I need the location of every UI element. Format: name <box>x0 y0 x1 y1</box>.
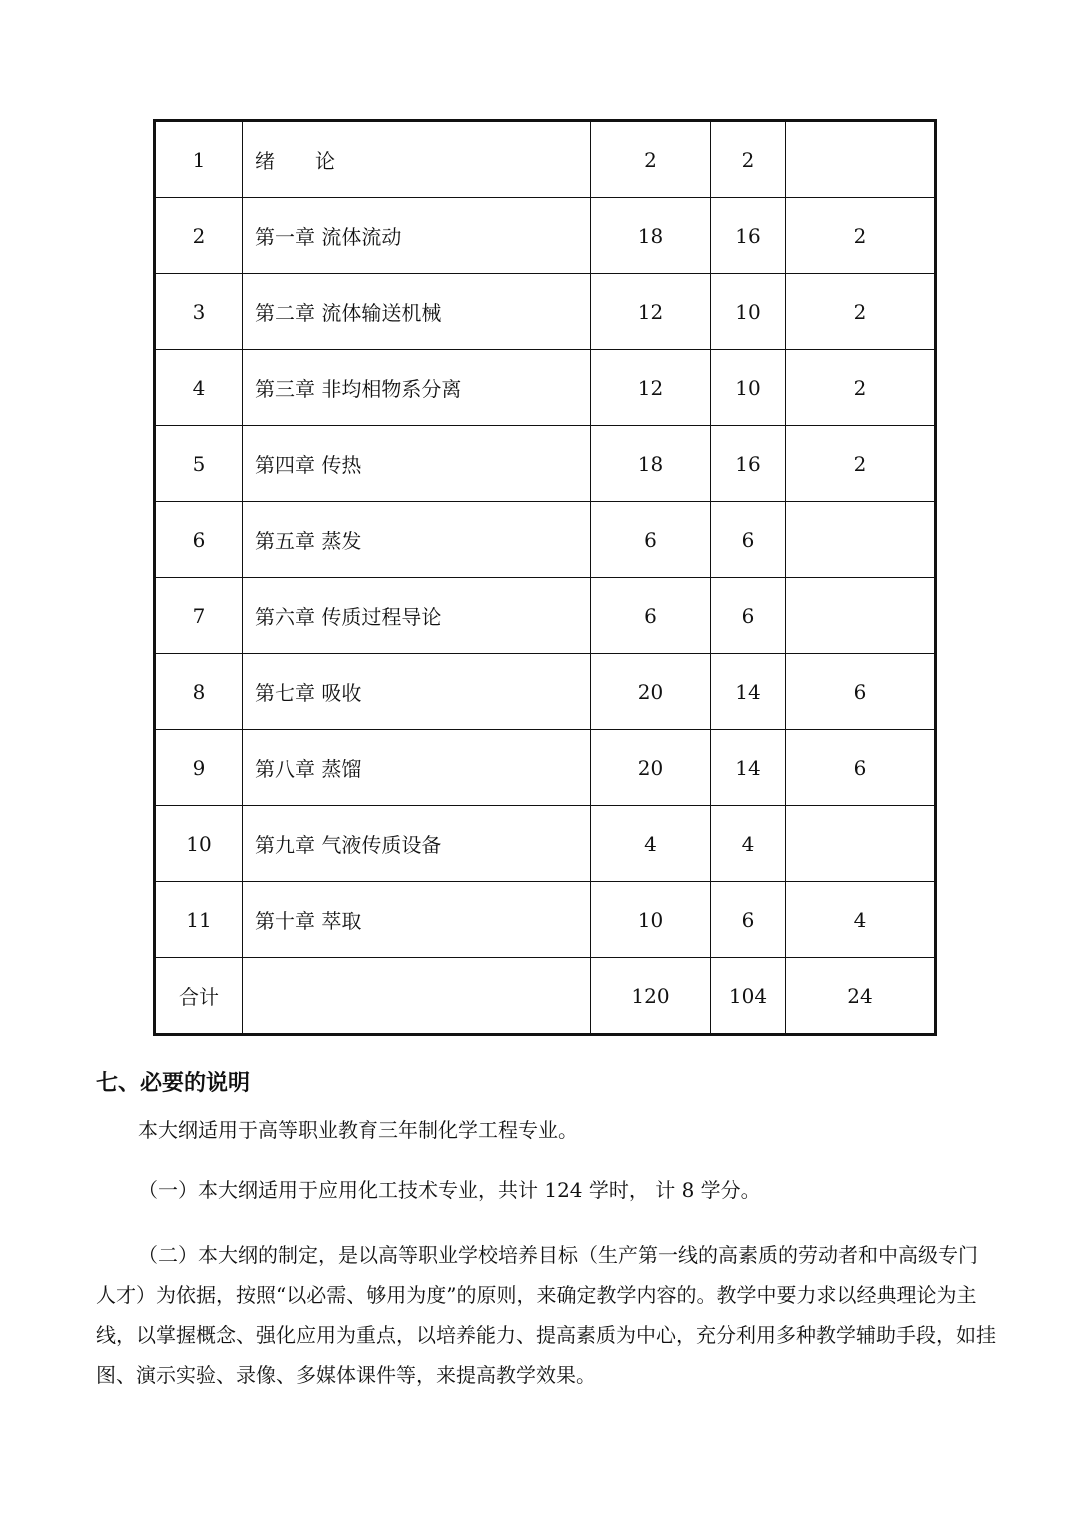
chapter-title: 绪 论 <box>243 121 591 198</box>
practice-hours <box>786 806 936 882</box>
note-paragraph-1: （一）本大纲适用于应用化工技术专业，共计 124 学时， 计 8 学分。 <box>138 1178 761 1202</box>
note-paragraph-2: （二）本大纲的制定，是以高等职业学校培养目标（生产第一线的高素质的劳动者和中高级专门人才）为依据，按照“以必需、够用为度”的原则，来确定教学内容的。教学中要力求以经典理论为主线，以掌握概念、强化应用为重点，以培养能力、提高素质为中心，充分利用多种教学辅助手段，如挂图、演示实验、录像、多媒体课件等，来提高教学效果。 <box>96 1243 996 1387</box>
practice-hours: 2 <box>786 426 936 502</box>
chapter-title: 第二章 流体输送机械 <box>243 274 591 350</box>
practice-hours: 4 <box>786 882 936 958</box>
chapter-title: 第五章 蒸发 <box>243 502 591 578</box>
chapter-title: 第六章 传质过程导论 <box>243 578 591 654</box>
lecture-hours: 6 <box>711 578 786 654</box>
chapter-title: 第九章 气液传质设备 <box>243 806 591 882</box>
table-row <box>155 121 936 198</box>
row-number: 3 <box>155 274 243 350</box>
total-hours: 12 <box>591 350 711 426</box>
total-hours: 4 <box>591 806 711 882</box>
total-hours: 6 <box>591 578 711 654</box>
total-hours: 2 <box>591 121 711 198</box>
chapter-title: 第十章 萃取 <box>243 882 591 958</box>
row-number: 6 <box>155 502 243 578</box>
chapter-title: 第一章 流体流动 <box>243 198 591 274</box>
total-hours: 120 <box>591 958 711 1035</box>
chapter-title: 第四章 传热 <box>243 426 591 502</box>
section-heading: 七、必要的说明 <box>96 1071 251 1096</box>
lecture-hours: 16 <box>711 198 786 274</box>
lecture-hours: 104 <box>711 958 786 1035</box>
practice-hours: 6 <box>786 730 936 806</box>
table-row <box>155 198 936 274</box>
chapter-title: 第八章 蒸馏 <box>243 730 591 806</box>
table-row <box>155 578 936 654</box>
lecture-hours: 16 <box>711 426 786 502</box>
total-hours: 20 <box>591 730 711 806</box>
row-number: 1 <box>155 121 243 198</box>
lecture-hours: 10 <box>711 274 786 350</box>
practice-hours <box>786 578 936 654</box>
chapter-title <box>243 958 591 1035</box>
practice-hours <box>786 121 936 198</box>
total-hours: 20 <box>591 654 711 730</box>
lecture-hours: 4 <box>711 806 786 882</box>
table-row <box>155 426 936 502</box>
practice-hours <box>786 502 936 578</box>
row-number: 2 <box>155 198 243 274</box>
practice-hours: 24 <box>786 958 936 1035</box>
lecture-hours: 10 <box>711 350 786 426</box>
total-hours: 6 <box>591 502 711 578</box>
row-number: 5 <box>155 426 243 502</box>
practice-hours: 2 <box>786 350 936 426</box>
table-row <box>155 350 936 426</box>
total-hours: 18 <box>591 426 711 502</box>
lecture-hours: 14 <box>711 654 786 730</box>
row-number: 11 <box>155 882 243 958</box>
intro-paragraph: 本大纲适用于高等职业教育三年制化学工程专业。 <box>138 1118 578 1142</box>
chapter-title: 第七章 吸收 <box>243 654 591 730</box>
row-number: 7 <box>155 578 243 654</box>
table-row <box>155 502 936 578</box>
table-row <box>155 730 936 806</box>
row-number: 10 <box>155 806 243 882</box>
total-row <box>155 958 936 1035</box>
total-hours: 12 <box>591 274 711 350</box>
table-row <box>155 274 936 350</box>
total-hours: 18 <box>591 198 711 274</box>
lecture-hours: 14 <box>711 730 786 806</box>
row-number: 9 <box>155 730 243 806</box>
total-hours: 10 <box>591 882 711 958</box>
chapter-title: 第三章 非均相物系分离 <box>243 350 591 426</box>
practice-hours: 2 <box>786 198 936 274</box>
total-label: 合计 <box>155 958 243 1035</box>
table-row <box>155 806 936 882</box>
table-body <box>155 121 936 1035</box>
course-hours-table <box>153 119 937 1036</box>
lecture-hours: 2 <box>711 121 786 198</box>
practice-hours: 6 <box>786 654 936 730</box>
row-number: 8 <box>155 654 243 730</box>
practice-hours: 2 <box>786 274 936 350</box>
table-row <box>155 654 936 730</box>
table-row <box>155 882 936 958</box>
row-number: 4 <box>155 350 243 426</box>
lecture-hours: 6 <box>711 882 786 958</box>
lecture-hours: 6 <box>711 502 786 578</box>
